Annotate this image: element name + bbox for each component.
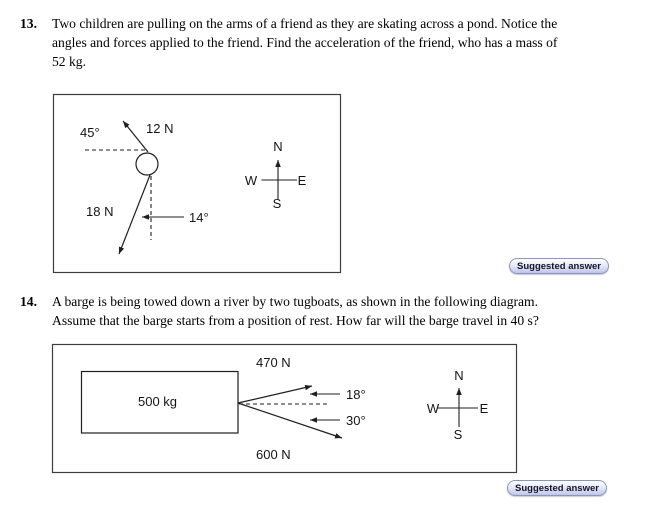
- problem-13-line-2: angles and forces applied to the friend. Find the acceleration of the friend, who has a mass of: [52, 35, 558, 50]
- compass1-west-label: W: [244, 173, 258, 188]
- problem-14-line-2: Assume that the barge starts from a position of rest. How far will the barge travel in 40 s?: [52, 313, 539, 328]
- compass1-north-label: N: [273, 139, 283, 154]
- compass2-west-label: W: [426, 401, 440, 416]
- angle-label-45: 45°: [80, 125, 100, 140]
- force-label-600n: 600 N: [256, 447, 291, 462]
- compass1-south-label: S: [272, 196, 282, 211]
- force-label-18n: 18 N: [86, 204, 114, 219]
- force-arrow-470n: [238, 386, 312, 403]
- problem-14-number: 14.: [20, 294, 37, 309]
- force-label-470n: 470 N: [256, 355, 291, 370]
- compass2-south-label: S: [453, 427, 463, 442]
- suggested-answer-button-14[interactable]: Suggested answer: [507, 480, 607, 496]
- problem-13-line-3: 52 kg.: [52, 54, 86, 69]
- force-arrow-18n: [119, 175, 150, 254]
- angle-label-30: 30°: [346, 413, 366, 428]
- compass2-east-label: E: [479, 401, 489, 416]
- problem-14-line-1: A barge is being towed down a river by two tugboats, as shown in the following diagram.: [52, 294, 539, 309]
- force-arrow-12n: [123, 121, 148, 152]
- angle-label-18: 18°: [346, 387, 366, 402]
- skater-body-circle: [136, 153, 158, 175]
- mass-label-500kg: 500 kg: [138, 394, 178, 409]
- problem-13-line-1: Two children are pulling on the arms of a friend as they are skating across a pond. Notice the: [52, 16, 558, 31]
- angle-label-14: 14°: [189, 210, 209, 225]
- suggested-answer-button-13[interactable]: Suggested answer: [509, 258, 609, 274]
- compass2-north-label: N: [454, 368, 464, 383]
- force-label-12n: 12 N: [146, 121, 174, 136]
- compass1-east-label: E: [297, 173, 307, 188]
- problem-13-number: 13.: [20, 16, 37, 31]
